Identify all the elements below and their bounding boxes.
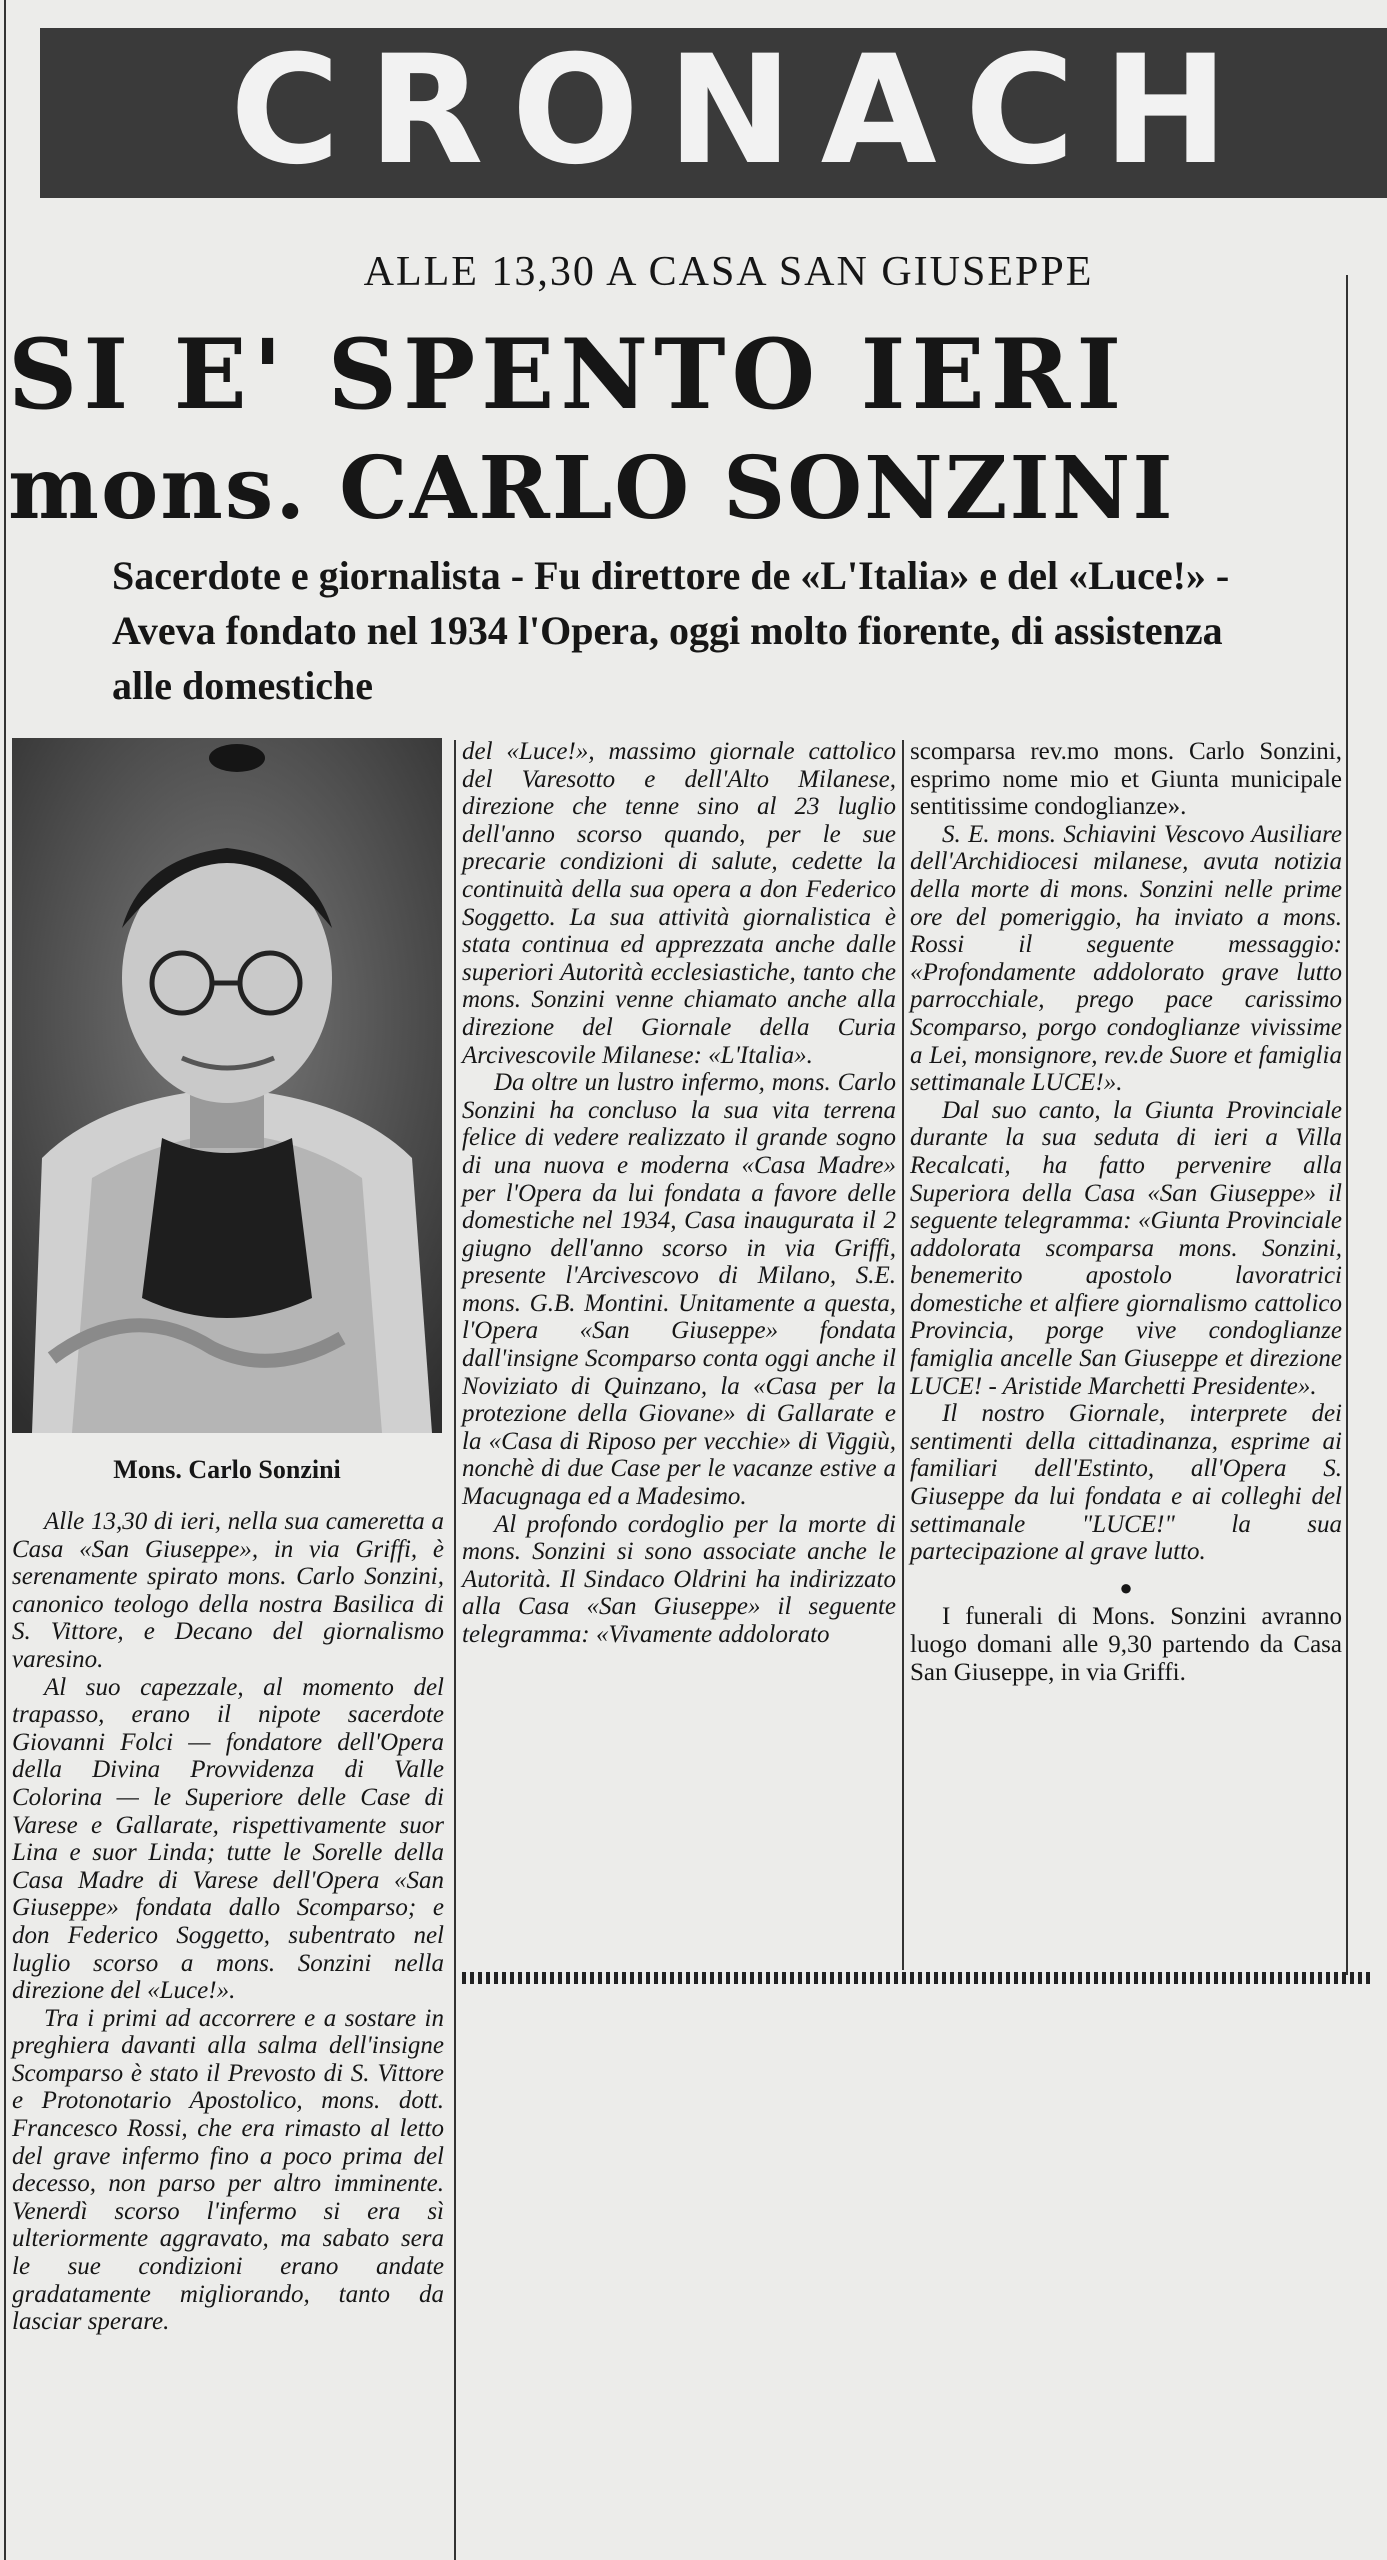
left-margin-rule — [4, 0, 6, 2560]
separator-dot: ● — [1119, 1574, 1133, 1600]
paragraph: Dal suo canto, la Giunta Provinciale durante la sua seduta di ieri a Villa Recalcati, ha fatto pervenire alla Superiora della Casa «San Giuseppe» il seguente telegramma: «Giunta Provinciale addolorata scomparsa mons. Sonzini, benemerito apostolo lavoratrici domestiche et alfiere giornalismo cattolico Provincia, porge vive condoglianze famiglia ancelle San Giuseppe et direzione LUCE! - Aristide Marchetti Presidente». — [910, 1096, 1342, 1400]
paragraph: Il nostro Giornale, interprete dei sentimenti della cittadinanza, esprime ai familiari dell'Estinto, all'Opera S. Giuseppe da lui fondata e ai colleghi del settimanale "LUCE!" la sua partecipazione al grave lutto. — [910, 1400, 1342, 1566]
article-column-3 — [910, 738, 1342, 1686]
paragraph: Alle 13,30 di ieri, nella sua cameretta a Casa «San Giuseppe», in via Griffi, è serenamente spirato mons. Carlo Sonzini, canonico teologo della nostra Basilica di S. Vittore, e Decano del giornalismo varesino. — [12, 1508, 444, 1673]
headline-line-1: SI E' SPENTO IERI — [8, 318, 1128, 431]
section-banner-title: CRONACH — [230, 28, 1257, 198]
kicker: ALLE 13,30 A CASA SAN GIUSEPPE — [363, 249, 1094, 295]
column-end-rule — [462, 1972, 1370, 1984]
article-column-1 — [12, 1508, 444, 2336]
column-rule-2 — [902, 740, 904, 1970]
column-rule-1 — [454, 740, 456, 2560]
headline-line-2: mons. CARLO SONZINI — [8, 438, 1175, 539]
article-column-2 — [462, 738, 896, 1649]
paragraph: del «Luce!», massimo giornale cattolico del Varesotto e dell'Alto Milanese, direzione che tenne sino al 23 luglio dell'anno scorso quando, per le sue precarie condizioni di salute, cedette la continuità della sua opera a don Federico Soggetto. La sua attività giornalistica è stata continua ed apprezzata anche dalle superiori Autorità ecclesiastiche, tanto che mons. Sonzini venne chiamato anche alla direzione del Giornale della Curia Arcivescovile Milanese: «L'Italia». — [462, 738, 896, 1069]
paragraph: S. E. mons. Schiavini Vescovo Ausiliare dell'Archidiocesi milanese, avuta notizia della morte di mons. Sonzini nelle prime ore del pomeriggio, ha inviato a mons. Rossi il seguente messaggio: «Profondamente addolorato grave lutto parrocchiale, prego pace carissimo Scomparso, porgo condoglianze vivissime a Lei, monsignore, rev.de Suore et famiglia settimanale LUCE!». — [910, 820, 1342, 1097]
portrait-photo — [12, 738, 442, 1433]
paragraph: scomparsa rev.mo mons. Carlo Sonzini, esprimo nome mio et Giunta municipale sentitissime condoglianze». — [910, 738, 1342, 821]
paragraph: Tra i primi ad accorrere e a sostare in preghiera davanti alla salma dell'insigne Scomparso è stato il Prevosto di S. Vittore e Protonotario Apostolico, mons. dott. Francesco Rossi, che era rimasto al letto del grave infermo fino a poco prima del decesso, non parso per altro imminente. Venerdì scorso l'infermo si era sì ulteriormente aggravato, ma sabato sera le sue condizioni erano andate gradatamente migliorando, tanto da lasciar sperare. — [12, 2004, 444, 2336]
paragraph: Al suo capezzale, al momento del trapasso, erano il nipote sacerdote Giovanni Folci — fondatore dell'Opera della Divina Provvidenza di Valle Colorina — le Superiore delle Case di Varese e Gallarate, rispettivamente suor Lina e suor Linda; tutte le Sorelle della Casa Madre di Varese dell'Opera «San Giuseppe» fondata dallo Scomparso; e don Federico Soggetto, subentrato nel luglio scorso a mons. Sonzini nella direzione del «Luce!». — [12, 1673, 444, 2005]
subheadline: Sacerdote e giornalista - Fu direttore de «L'Italia» e del «Luce!» - Aveva fondato nel 1934 l'Opera, oggi molto fiorente, di assistenza alle domestiche — [112, 553, 1230, 708]
right-column-rule — [1346, 275, 1348, 1975]
paragraph: Al profondo cordoglio per la morte di mons. Sonzini si sono associate anche le Autorità. Il Sindaco Oldrini ha indirizzato alla Casa «San Giuseppe» il seguente telegramma: «Vivamente addolorato — [462, 1510, 896, 1648]
funeral-note: I funerali di Mons. Sonzini avranno luogo domani alle 9,30 partendo da Casa San Giuseppe, in via Griffi. — [910, 1603, 1342, 1686]
paragraph: Da oltre un lustro infermo, mons. Carlo Sonzini ha concluso la sua vita terrena felice di vedere realizzato il grande sogno di una nuova e moderna «Casa Madre» per l'Opera da lui fondata a favore delle domestiche nel 1934, Casa inaugurata il 2 giugno dell'anno scorso in via Griffi, presente l'Arcivescovo di Milano, S.E. mons. G.B. Montini. Unitamente a questa, l'Opera «San Giuseppe» fondata dall'insigne Scomparso conta oggi anche il Noviziato di Quinzano, la «Casa per la protezione della Giovane» di Gallarate e la «Casa di Riposo per vecchie» di Viggiù, nonchè di due Case per le vacanze estive a Macugnaga ed a Madesimo. — [462, 1069, 896, 1511]
section-banner — [40, 28, 1387, 198]
photo-caption: Mons. Carlo Sonzini — [113, 1455, 341, 1484]
